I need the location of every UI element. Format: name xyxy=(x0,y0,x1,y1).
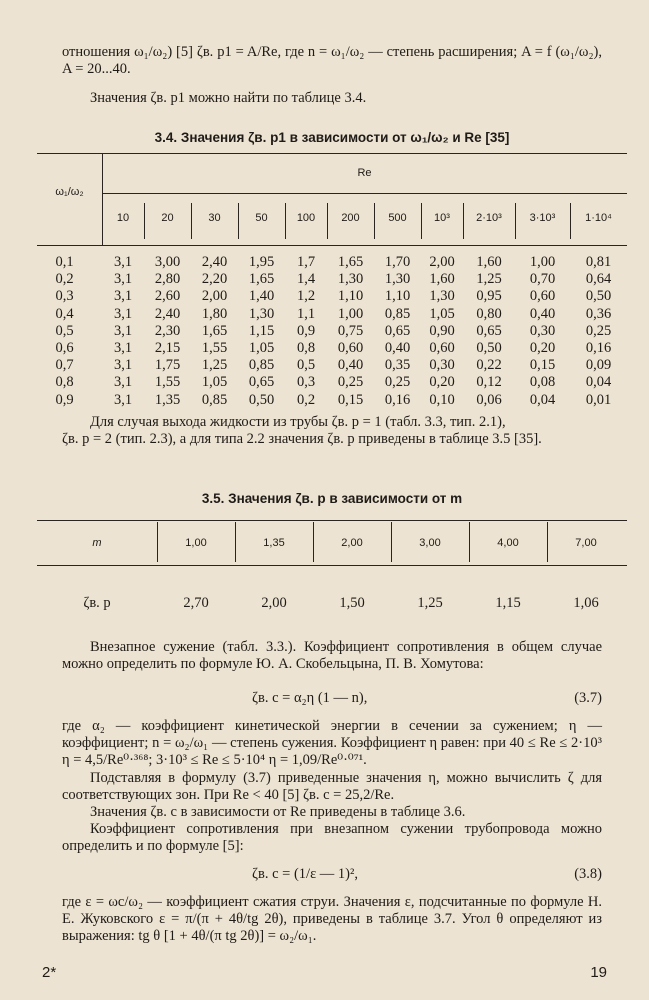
table-cell: 1,25 xyxy=(417,595,443,611)
section-para-4: Значения ζв. c в зависимости от Re приведены в таблице 3.6. xyxy=(90,804,466,820)
table-cell: 1,60 xyxy=(429,271,455,288)
table-cell: 0,50 xyxy=(248,391,275,408)
table-cell: 0,09 xyxy=(585,357,612,374)
table-cell: 2,15 xyxy=(154,340,181,356)
table-cell: 0,15 xyxy=(337,391,364,408)
table-cell: 0,60 xyxy=(529,288,556,305)
table-cell: 1,95 xyxy=(248,254,275,270)
table-cell: 1,60 xyxy=(476,254,502,270)
column-divider xyxy=(191,203,192,239)
table-cell: 0,16 xyxy=(384,391,411,408)
table-cell: 1,35 xyxy=(154,391,181,408)
table-cell: 0,80 xyxy=(476,305,502,322)
table-cell: 1,65 xyxy=(201,322,228,339)
column-header: 1·10⁴ xyxy=(585,212,612,224)
table-row-label: 0,9 xyxy=(55,391,74,408)
table-cell: 1,4 xyxy=(296,271,316,288)
table-cell: 2,00 xyxy=(261,595,287,611)
table-cell: 1,25 xyxy=(201,357,228,374)
table-row-label: 0,7 xyxy=(55,357,74,374)
column-divider xyxy=(144,203,145,239)
table-row-label: 0,2 xyxy=(55,271,74,288)
column-header: 1,00 xyxy=(185,537,207,549)
formula-3-7-number: (3.7) xyxy=(574,690,602,706)
table-cell: 1,10 xyxy=(384,288,411,305)
column-header: 20 xyxy=(161,212,174,224)
table-cell: 1,05 xyxy=(429,305,455,322)
table-cell: 1,00 xyxy=(337,305,364,322)
table-cell: 0,12 xyxy=(476,374,502,391)
formula-3-7-text: ζв. c = α₂η (1 — n), xyxy=(252,690,368,706)
table-3-5 xyxy=(37,510,627,610)
table-cell: 0,15 xyxy=(529,357,556,374)
section-para-3: Подставляя в формулу (3.7) приведенные значения η, можно вычислить ζ для соответствующих зон. При Re < 40 [5] ζв. c = 25,2/Re. xyxy=(62,770,602,803)
column-header: 30 xyxy=(208,212,221,224)
table-3-5-title: 3.5. Значения ζв. p в зависимости от m xyxy=(201,491,463,506)
ratio-header: ω₁/ω₂ xyxy=(55,186,84,198)
column-header: 3,00 xyxy=(419,537,441,549)
table-cell: 0,04 xyxy=(529,391,556,408)
mid-para-line-1: Для случая выхода жидкости из трубы ζв. p = 1 (табл. 3.3, тип. 2.1), xyxy=(90,414,506,430)
table-row-label: 0,8 xyxy=(55,374,74,391)
table-top-rule xyxy=(37,153,627,154)
column-header: 200 xyxy=(341,212,360,224)
formula-3-8-number: (3.8) xyxy=(574,866,602,882)
table-cell: 3,1 xyxy=(113,271,133,288)
table-subheader-rule xyxy=(102,193,627,194)
table-cell: 1,00 xyxy=(529,254,556,270)
table-cell: 0,3 xyxy=(296,374,316,391)
table-3-4 xyxy=(37,150,627,410)
table-cell: 0,85 xyxy=(248,357,275,374)
table-cell: 1,05 xyxy=(201,374,228,391)
table-cell: 2,80 xyxy=(154,271,181,288)
table-cell: 1,75 xyxy=(154,357,181,374)
column-divider xyxy=(285,203,286,239)
table-row-label: 0,4 xyxy=(55,305,74,322)
table-cell: 0,60 xyxy=(429,340,455,356)
column-divider xyxy=(327,203,328,239)
table-cell: 0,30 xyxy=(529,322,556,339)
table-row-label: 0,3 xyxy=(55,288,74,305)
table-cell: 1,65 xyxy=(337,254,364,270)
table-cell: 0,2 xyxy=(296,391,316,408)
zeta-label: ζв. p xyxy=(83,595,111,611)
mid-para-line-2: ζв. p = 2 (тип. 2.3), а для типа 2.2 значения ζв. p приведены в таблице 3.5 [35]. xyxy=(62,431,542,447)
section-para-2: где α₂ — коэффициент кинетической энергии в сечении за сужением; η — коэффициент; n = ω₂/ω₁ — степень сужения. Коэффициент η равен: при 40 ≤ Re ≤ 2·10³ η = 4,5/Re⁰·³⁶⁸; 3·10³ ≤ Re ≤ 5·10⁴ η = 1,09/Re⁰·⁰⁷¹. xyxy=(62,718,602,768)
page-number: 19 xyxy=(590,964,607,981)
column-header: 7,00 xyxy=(575,537,597,549)
section-para-1: Внезапное сужение (табл. 3.3.). Коэффициент сопротивления в общем случае можно определить по формуле Ю. А. Скобельцына, П. В. Хомутова: xyxy=(62,639,602,672)
column-divider xyxy=(515,203,516,239)
table-cell: 0,08 xyxy=(529,374,556,391)
table-cell: 3,1 xyxy=(113,340,133,356)
table-cell: 2,30 xyxy=(154,322,181,339)
column-divider xyxy=(463,203,464,239)
table-cell: 1,1 xyxy=(296,305,316,322)
table-3-5-top-rule xyxy=(37,520,627,521)
table-cell: 0,25 xyxy=(585,322,612,339)
table-cell: 1,40 xyxy=(248,288,275,305)
table-cell: 2,40 xyxy=(201,254,228,270)
column-header: 500 xyxy=(388,212,407,224)
table-cell: 0,65 xyxy=(476,322,502,339)
column-header: 2·10³ xyxy=(476,212,502,224)
table-cell: 2,60 xyxy=(154,288,181,305)
table-cell: 3,1 xyxy=(113,254,133,270)
m-header: m xyxy=(92,537,102,549)
table-cell: 0,16 xyxy=(585,340,612,356)
table-cell: 0,65 xyxy=(384,322,411,339)
table-cell: 1,55 xyxy=(154,374,181,391)
table-cell: 1,30 xyxy=(337,271,364,288)
table-cell: 0,36 xyxy=(585,305,612,322)
table-cell: 1,65 xyxy=(248,271,275,288)
table-cell: 3,1 xyxy=(113,391,133,408)
intro-line-1: отношения ω₁/ω₂) [5] ζв. p1 = A/Re, где n = ω₁/ω₂ — степень расширения; A = f (ω₁/ω₂), A = 20...40. xyxy=(62,44,602,77)
table-header-rule xyxy=(37,245,627,246)
table-cell: 0,90 xyxy=(429,322,455,339)
table-row-label: 0,6 xyxy=(55,340,74,356)
table-cell: 0,40 xyxy=(529,305,556,322)
table-cell: 0,20 xyxy=(529,340,556,356)
table-cell: 0,35 xyxy=(384,357,411,374)
table-cell: 1,2 xyxy=(296,288,316,305)
column-divider xyxy=(421,203,422,239)
table-cell: 2,00 xyxy=(429,254,455,270)
table-cell: 0,95 xyxy=(476,288,502,305)
column-header: 1,35 xyxy=(263,537,285,549)
table-cell: 0,85 xyxy=(201,391,228,408)
table-cell: 2,40 xyxy=(154,305,181,322)
table-cell: 2,00 xyxy=(201,288,228,305)
column-header: 3·10³ xyxy=(529,212,556,224)
table-cell: 0,70 xyxy=(529,271,556,288)
table-3-5-mid-rule xyxy=(37,565,627,566)
table-cell: 3,00 xyxy=(154,254,181,270)
table-cell: 2,70 xyxy=(183,595,209,611)
footer-signature: 2* xyxy=(42,964,57,981)
column-header: 100 xyxy=(296,212,316,224)
intro-line-2: Значения ζв. p1 можно найти по таблице 3.4. xyxy=(90,90,367,106)
table-cell: 0,50 xyxy=(585,288,612,305)
table-cell: 0,40 xyxy=(384,340,411,356)
table-cell: 1,70 xyxy=(384,254,411,270)
column-divider xyxy=(570,203,571,239)
table-cell: 0,8 xyxy=(296,340,316,356)
table-cell: 1,15 xyxy=(248,322,275,339)
table-cell: 0,25 xyxy=(337,374,364,391)
table-cell: 1,30 xyxy=(248,305,275,322)
table-cell: 1,55 xyxy=(201,340,228,356)
re-header: Re xyxy=(357,167,372,179)
table-cell: 1,50 xyxy=(339,595,365,611)
table-cell: 0,81 xyxy=(585,254,612,270)
table-cell: 0,04 xyxy=(585,374,612,391)
table-cell: 0,22 xyxy=(476,357,502,374)
section-para-6: где ε = ωc/ω₂ — коэффициент сжатия струи. Значения ε, подсчитанные по формуле Н. Е. Жуковского ε = π/(π + 4θ/tg 2θ), приведены в таблице 3.7. Угол θ определяют из выражения: tg θ [1 + 4θ/(π tg 2θ)] = ω₂/ω₁. xyxy=(62,894,602,944)
column-header: 10³ xyxy=(434,212,450,224)
column-divider xyxy=(238,203,239,239)
table-cell: 0,20 xyxy=(429,374,455,391)
table-row-label: 0,1 xyxy=(55,254,74,270)
column-header: 2,00 xyxy=(341,537,363,549)
column-divider xyxy=(374,203,375,239)
table-cell: 0,64 xyxy=(585,271,612,288)
table-cell: 1,30 xyxy=(384,271,411,288)
table-cell: 0,60 xyxy=(337,340,364,356)
table-cell: 2,20 xyxy=(201,271,228,288)
column-header: 4,00 xyxy=(497,537,519,549)
table-cell: 1,7 xyxy=(296,254,316,270)
formula-3-8-text: ζв. c = (1/ε — 1)², xyxy=(252,866,358,882)
table-cell: 1,05 xyxy=(248,340,275,356)
table-cell: 3,1 xyxy=(113,357,133,374)
table-cell: 0,25 xyxy=(384,374,411,391)
table-cell: 0,30 xyxy=(429,357,455,374)
table-cell: 3,1 xyxy=(113,322,133,339)
table-cell: 1,10 xyxy=(337,288,364,305)
table-cell: 0,06 xyxy=(476,391,502,408)
table-3-4-title: 3.4. Значения ζв. p1 в зависимости от ω₁/ω₂ и Re [35] xyxy=(154,130,510,145)
table-cell: 0,5 xyxy=(296,357,316,374)
column-header: 10 xyxy=(116,212,130,224)
table-cell: 1,25 xyxy=(476,271,502,288)
table-cell: 0,9 xyxy=(296,322,316,339)
table-cell: 0,85 xyxy=(384,305,411,322)
table-cell: 0,40 xyxy=(337,357,364,374)
section-para-5: Коэффициент сопротивления при внезапном сужении трубопровода можно определить и по формуле [5]: xyxy=(62,821,602,854)
table-row-label: 0,5 xyxy=(55,322,74,339)
table-cell: 3,1 xyxy=(113,305,133,322)
table-cell: 0,75 xyxy=(337,322,364,339)
table-cell: 1,30 xyxy=(429,288,455,305)
column-header: 50 xyxy=(255,212,268,224)
table-cell: 0,65 xyxy=(248,374,275,391)
table-cell: 0,50 xyxy=(476,340,502,356)
table-cell: 3,1 xyxy=(113,288,133,305)
table-cell: 1,80 xyxy=(201,305,228,322)
table-cell: 3,1 xyxy=(113,374,133,391)
table-cell: 1,06 xyxy=(573,595,599,611)
table-cell: 1,15 xyxy=(495,595,521,611)
table-cell: 0,01 xyxy=(585,391,612,408)
table-cell: 0,10 xyxy=(429,391,455,408)
